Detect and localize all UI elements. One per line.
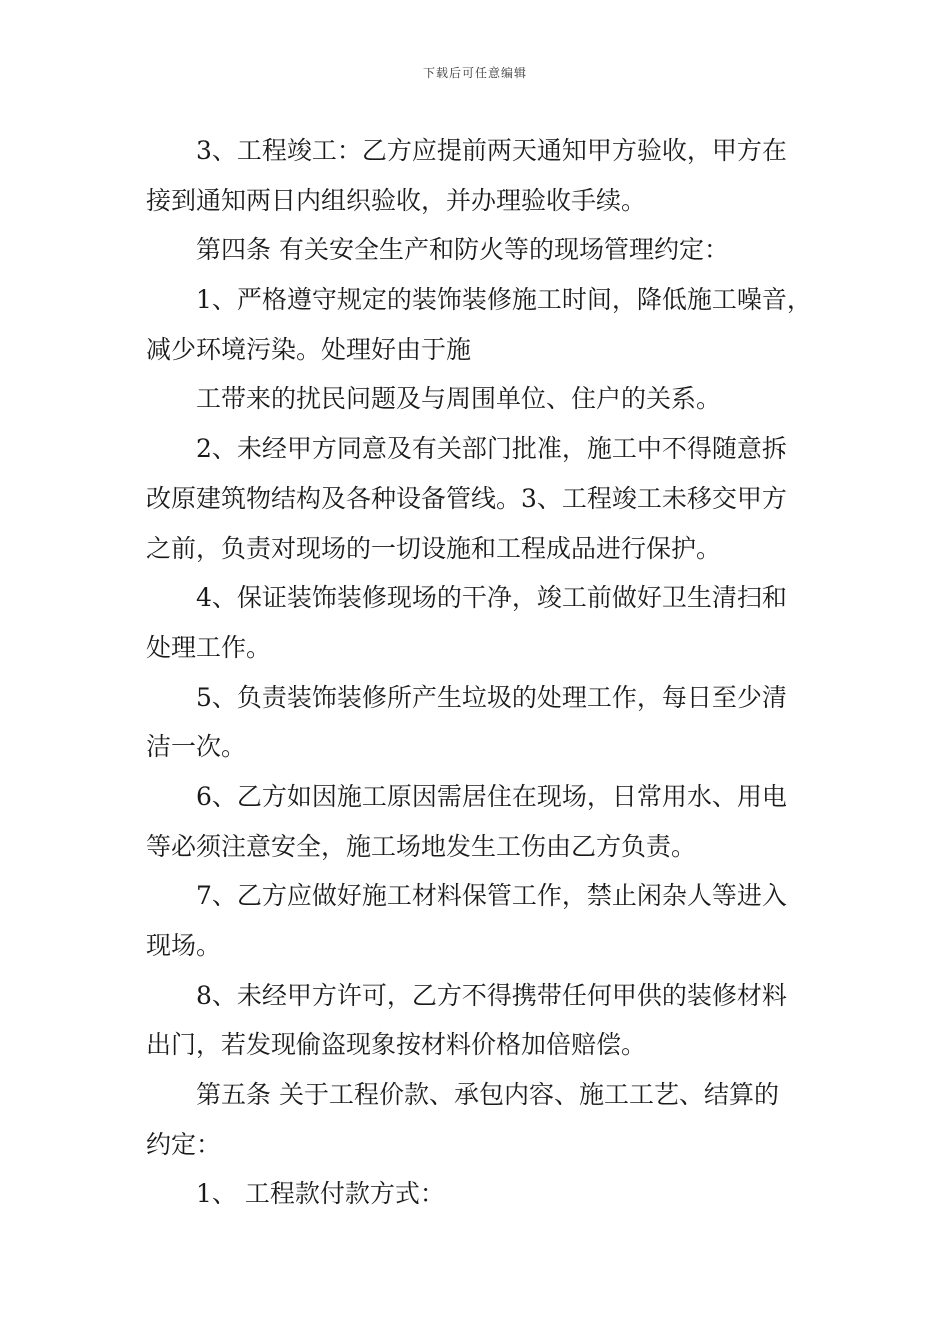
text-line: 出门，若发现偷盗现象按材料价格加倍赔偿。 [146, 1030, 647, 1060]
text-line: 3、工程竣工：乙方应提前两天通知甲方验收，甲方在 [196, 136, 787, 165]
text-line: 之前，负责对现场的一切设施和工程成品进行保护。 [146, 533, 722, 563]
text-line: 1、严格遵守规定的装饰装修施工时间，降低施工噪音， [196, 285, 812, 315]
text-line: 4、保证装饰装修现场的干净，竣工前做好卫生清扫和 [196, 583, 787, 613]
text-line: 工带来的扰民问题及与周围单位、住户的关系。 [196, 384, 722, 414]
document-body [146, 126, 822, 1219]
text-line: 6、乙方如因施工原因需居住在现场，日常用水、用电 [196, 781, 787, 811]
text-line: 等必须注意安全，施工场地发生工伤由乙方负责。 [146, 831, 697, 861]
text-line: 8、未经甲方许可，乙方不得携带任何甲供的装修材料 [196, 980, 787, 1010]
text-line: 现场。 [146, 931, 222, 960]
text-line: 改原建筑物结构及各种设备管线。3、工程竣工未移交甲方 [146, 483, 787, 513]
text-line: 2、未经甲方同意及有关部门批准，施工中不得随意拆 [196, 434, 787, 464]
text-line: 第五条 关于工程价款、承包内容、施工工艺、结算的 [196, 1080, 779, 1110]
text-line: 减少环境污染。处理好由于施 [146, 334, 472, 364]
text-line: 约定： [146, 1129, 222, 1159]
page-header: 下载后可任意编辑 [422, 66, 527, 80]
text-line: 接到通知两日内组织验收，并办理验收手续。 [146, 185, 647, 215]
text-line: 第四条 有关安全生产和防火等的现场管理约定： [196, 235, 729, 265]
text-line: 处理工作。 [146, 632, 272, 662]
text-line: 7、乙方应做好施工材料保管工作，禁止闲杂人等进入 [196, 881, 787, 911]
text-line: 5、负责装饰装修所产生垃圾的处理工作，每日至少清 [196, 682, 787, 712]
text-line: 1、 工程款付款方式： [196, 1179, 445, 1209]
text-line: 洁一次。 [146, 732, 247, 762]
